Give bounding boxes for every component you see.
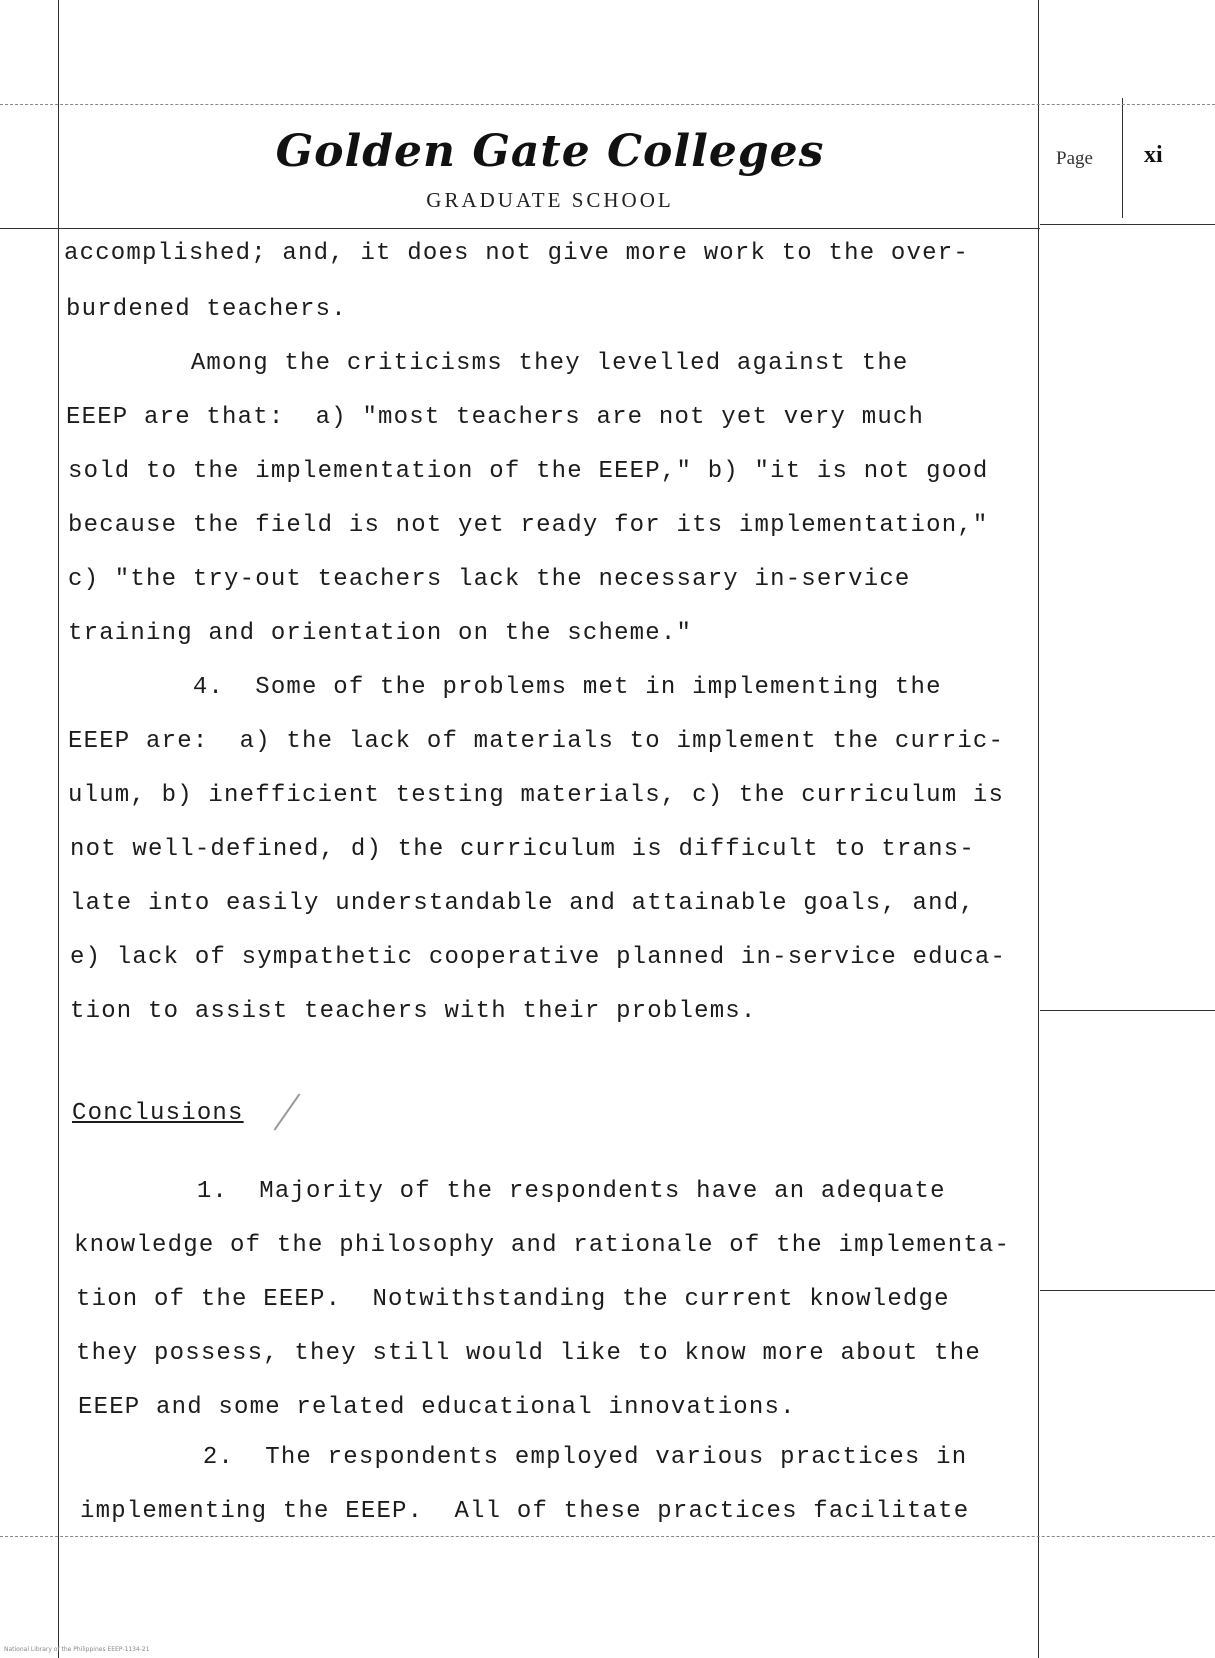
page-label: Page: [1056, 148, 1093, 169]
conclusion-line: they possess, they still would like to know more about the: [76, 1340, 981, 1367]
body-line: tion to assist teachers with their problems.: [70, 998, 757, 1025]
body-line: EEEP are that: a) "most teachers are not yet very much: [66, 404, 925, 431]
body-line: because the field is not yet ready for its implementation,": [68, 512, 989, 539]
body-line: accomplished; and, it does not give more work to the over-: [64, 240, 969, 267]
body-line: training and orientation on the scheme.": [68, 620, 693, 647]
conclusion-line: tion of the EEEP. Notwithstanding the current knowledge: [76, 1286, 950, 1313]
bottom-rule: [0, 1536, 1215, 1537]
pencil-mark: [274, 1093, 301, 1130]
scan-footer: National Library of the Philippines EEEP-1134-21: [4, 1646, 150, 1653]
body-line: not well-defined, d) the curriculum is difficult to trans-: [70, 836, 975, 863]
right-column-rule-1: [1040, 1010, 1215, 1011]
conclusion-line: 1. Majority of the respondents have an adequate: [72, 1178, 946, 1205]
header-rule: [0, 228, 1040, 229]
top-rule: [0, 104, 1215, 105]
page-box-bottom-rule: [1040, 224, 1215, 225]
body-line: burdened teachers.: [66, 296, 347, 323]
body-line: EEEP are: a) the lack of materials to implement the curric-: [68, 728, 1005, 755]
right-column-rule-2: [1040, 1290, 1215, 1291]
body-line: 4. Some of the problems met in implementing the: [68, 674, 942, 701]
right-margin-rule: [1038, 0, 1039, 1658]
page-box-divider: [1122, 98, 1123, 218]
page-number: xi: [1144, 142, 1163, 168]
letterhead: [60, 126, 1040, 213]
body-line: ulum, b) inefficient testing materials, c) the curriculum is: [68, 782, 1005, 809]
college-name: Golden Gate Colleges: [275, 126, 825, 177]
conclusion-line: implementing the EEEP. All of these practices facilitate: [80, 1498, 970, 1525]
conclusion-line: knowledge of the philosophy and rationale of the implementa-: [74, 1232, 1011, 1259]
body-line: Among the criticisms they levelled against the: [66, 350, 909, 377]
body-line: sold to the implementation of the EEEP," b) "it is not good: [68, 458, 989, 485]
body-line: c) "the try-out teachers lack the necessary in-service: [68, 566, 911, 593]
conclusion-line: 2. The respondents employed various practices in: [78, 1444, 968, 1471]
body-line: late into easily understandable and attainable goals, and,: [70, 890, 975, 917]
conclusion-line: EEEP and some related educational innovations.: [78, 1394, 796, 1421]
left-margin-rule: [58, 0, 59, 1658]
body-line: e) lack of sympathetic cooperative planned in-service educa-: [70, 944, 1007, 971]
school-name: GRADUATE SCHOOL: [426, 188, 674, 212]
conclusions-heading: Conclusions: [72, 1100, 244, 1127]
